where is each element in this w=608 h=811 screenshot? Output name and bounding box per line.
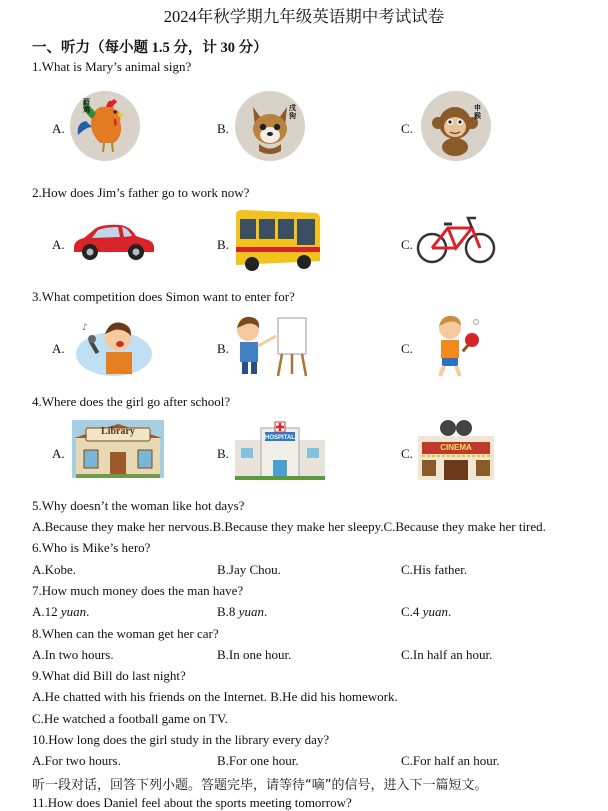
hospital-image — [233, 420, 327, 480]
q7-a-amount: A.12 — [32, 604, 61, 619]
cinema-sign-text: CINEMA — [440, 443, 472, 452]
q10-option-b: B.For one hour. — [217, 753, 299, 768]
q8-option-a: A.In two hours. — [32, 647, 114, 662]
q7-option-b — [217, 604, 267, 620]
question-1: 1.What is Mary’s animal sign? — [32, 59, 192, 74]
q9-option-c: C.He watched a football game on TV. — [32, 711, 228, 726]
q7-a-period: . — [86, 604, 90, 619]
question-2: 2.How does Jim’s father go to work now? — [32, 185, 250, 200]
q4-option-a-label: A. — [52, 446, 65, 461]
q2-option-a-label: A. — [52, 237, 65, 252]
table-tennis-boy-image — [428, 312, 484, 378]
question-9: 9.What did Bill do last night? — [32, 668, 186, 683]
q2-option-b-label: B. — [217, 237, 229, 252]
q7-c-period: . — [447, 604, 452, 619]
question-4: 4.Where does the girl go after school? — [32, 394, 231, 409]
q1-c-caption: 申猴 — [474, 104, 481, 120]
question-7: 7.How much money does the man have? — [32, 583, 244, 598]
q4-option-b-label: B. — [217, 446, 229, 461]
bicycle-image — [416, 212, 496, 266]
question-8: 8.When can the woman get her car? — [32, 626, 219, 641]
car-image — [70, 218, 156, 262]
q10-option-a: A.For two hours. — [32, 753, 121, 768]
rooster-image — [70, 91, 140, 161]
q7-option-a — [32, 604, 89, 620]
question-11: 11.How does Daniel feel about the sports meeting tomorrow? — [32, 795, 352, 810]
question-10: 10.How long does the girl study in the library every day? — [32, 732, 330, 747]
question-5: 5.Why doesn’t the woman like hot days? — [32, 498, 245, 513]
singing-boy-image — [70, 314, 154, 378]
listening-instruction: 听一段对话，回答下列小题。答题完毕，请等待“嘀”的信号，进入下一篇短文。 — [32, 778, 488, 793]
q1-option-b-label: B. — [217, 121, 229, 136]
q8-option-b: B.In one hour. — [217, 647, 292, 662]
q3-option-a-label: A. — [52, 341, 65, 356]
bus-image — [232, 207, 322, 273]
q3-option-c-label: C. — [401, 341, 413, 356]
q7-c-amount: C.4 — [401, 604, 423, 619]
q7-b-amount: B.8 — [217, 604, 239, 619]
q1-option-a-label: A. — [52, 121, 65, 136]
q5-options: A.Because they make her nervous.B.Because they make her sleepy.C.Because they make her tired. — [32, 519, 546, 534]
q7-c-unit: yuan — [422, 604, 448, 619]
svg-text:♪: ♪ — [82, 323, 88, 333]
q6-option-c: C.His father. — [401, 562, 468, 577]
q7-b-period: . — [263, 604, 268, 619]
exam-title: 2024年秋学期九年级英语期中考试试卷 — [163, 7, 445, 26]
library-sign-text: Library — [101, 426, 135, 437]
q2-option-c-label: C. — [401, 237, 413, 252]
q4-option-c-label: C. — [401, 446, 413, 461]
q1-option-c-label: C. — [401, 121, 413, 136]
q7-a-unit: yuan — [60, 604, 87, 619]
section-heading-listening: 一、听力（每小题 1.5 分，计 30 分） — [32, 40, 268, 56]
q7-option-c — [401, 604, 451, 620]
q3-option-b-label: B. — [217, 341, 229, 356]
q7-b-unit: yuan — [238, 604, 264, 619]
hospital-sign-text: HOSPITAL — [265, 435, 295, 441]
q10-option-c: C.For half an hour. — [401, 753, 500, 768]
q6-option-b: B.Jay Chou. — [217, 562, 281, 577]
q1-b-caption: 戌狗 — [289, 104, 296, 120]
painting-boy-image — [232, 312, 312, 378]
monkey-image — [421, 91, 491, 161]
q1-a-caption: 酉鸡 — [83, 98, 90, 114]
question-3: 3.What competition does Simon want to enter for? — [32, 289, 295, 304]
question-6: 6.Who is Mike’s hero? — [32, 540, 151, 555]
q6-option-a: A.Kobe. — [32, 562, 77, 577]
q8-option-c: C.In half an hour. — [401, 647, 493, 662]
dog-image — [235, 91, 305, 161]
q9-options-ab: A.He chatted with his friends on the Internet. B.He did his homework. — [32, 689, 398, 704]
